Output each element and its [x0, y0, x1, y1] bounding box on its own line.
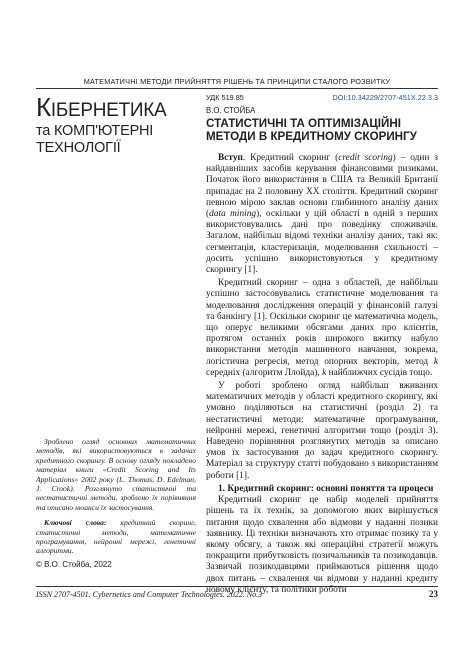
journal-title-line1: КІБЕРНЕТИКА: [36, 92, 167, 122]
author-name: В.О. СТОЙБА: [206, 106, 256, 115]
paragraph-4: Кредитний скоринг це набір моделей прийняття рішень та їх технік, за допомогою яких вирішується питання щодо схвалення або відмови у наданні позики заявнику. Ці техніки визначають хто отримає позику та у якому обсягу, а також які операційні стратегії можуть покращити прибутковість позичальників та позикодавців. Зазвичай позикодавцями приймаються рішення щодо двох питань – схвалення чи відмови у наданні кредиту новому клієнту, та політики роботи: [206, 495, 438, 595]
udc-code: УДК 519.85: [206, 93, 244, 102]
section-1-heading: 1. Кредитний скоринг: основні поняття та процеси: [218, 483, 434, 494]
running-header: МАТЕМАТИЧНІ МЕТОДИ ПРИЙНЯТТЯ РІШЕНЬ ТА ПРИНЦИПИ СТАЛОГО РОЗВИТКУ: [83, 77, 391, 86]
journal-title-line3: ТЕХНОЛОГІЇ: [36, 139, 121, 156]
paragraph-2: Кредитний скоринг – одна з областей, де найбільш успішно застосовувались статистичне моделювання та моделювання дослідження операцій у фінансовій галузі та банкінгу [1]. Оскільки скоринг це математична модель, що оперує великими обсягами даних про клієнтів, протягом останніх років широкого вжитку набуло використання методів машинного навчання, зокрема, логістична регресія, метод опорних векторів, метод k середніх (алгоритм Ллойда), k найближчих сусідів тощо.: [206, 278, 438, 378]
journal-title: [36, 92, 196, 157]
page-number: 23: [429, 589, 438, 599]
article-title: СТАТИСТИЧНІ ТА ОПТИМІЗАЦІЙНІ МЕТОДИ В КРЕДИТНОМУ СКОРИНГУ: [206, 117, 417, 144]
keywords: Ключові слова: кредитний скоринг, статистичні методи, математичне програмування, нейронні мережі, генетичні алгоритми.: [36, 518, 196, 556]
abstract-text: Зроблено огляд основних математичних методів, які використовуються в задачах кредитного скорингу. В основу огляду покладено матеріал книги «Credit Scoring and Its Applications» 2002 року (L. Thomas, D. Edelman, J. Crook). Розглянуто статистичні та нестатистичні методи, зроблено їх порівняння та описано нюанси їх застосування.: [36, 437, 196, 512]
intro-paragraph: Вступ. Кредитний скоринг (credit scoring) – один з найдавніших засобів керування фінансовими ризиками. Початок його використання в США та Великій Британії припадає на 2 половину XX століття. Кредитний скоринг певною мірою заклав основи глибинного аналізу даних (data mining), оскільки у цій області в одній з перших використовувались дані про поведінку споживачів. Загалом, найбільш відомі техніки аналізу даних, такі як: сегментація, кластеризація, моделювання схильності – досить успішно використовуються у кредитному скорингу [1].: [206, 153, 438, 276]
header-rule: [36, 88, 438, 89]
copyright-notice: © В.О. Стойба, 2022: [36, 560, 112, 569]
footer-rule: [36, 586, 438, 587]
footer-citation: ISSN 2707-4501. Cybernetics and Computer Technologies. 2022. No.3: [36, 590, 263, 599]
journal-title-line2: та КОМП'ЮТЕРНІ: [36, 122, 154, 139]
doi-link[interactable]: DOI:10.34229/2707-451X.22.3.3: [332, 93, 438, 102]
abstract: [36, 437, 196, 562]
article-body: [206, 153, 438, 598]
paragraph-3: У роботі зроблено огляд найбільш вживаних математичних методів у області кредитного скорингу, які умовно поділяються на статистичні (розділ 2) та нестатистичні методи: математичне програмування, нейронні мережі, генетичні алгоритми тощо (розділ 3). Наведено порівняння розглянутих методів за описано умов їх застосування до задач кредитного скорингу. Матеріал за структуру статті побудовано з використанням роботи [1].: [206, 381, 438, 481]
